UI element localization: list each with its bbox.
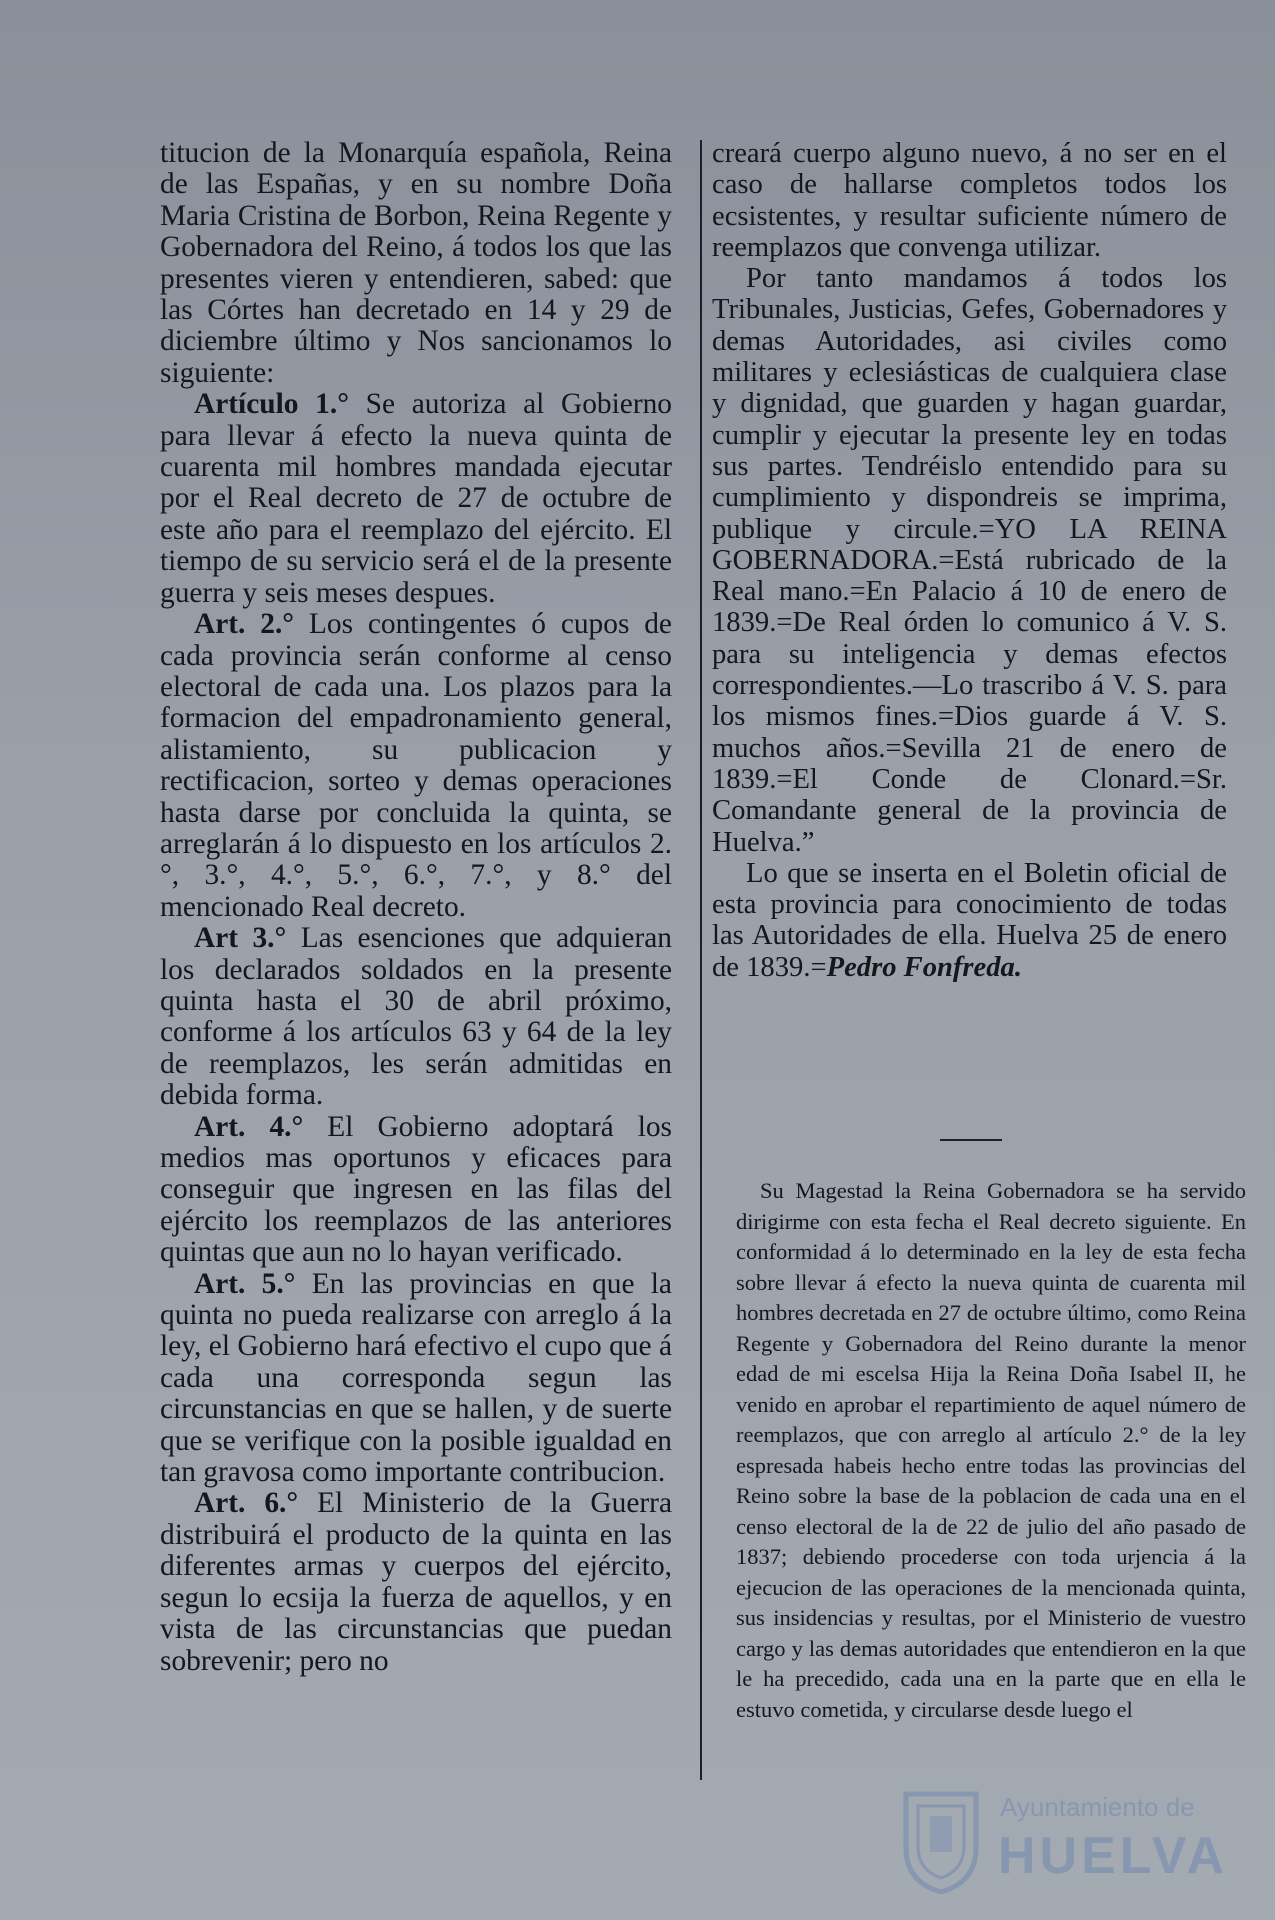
insertion-text: Lo que se inserta en el Boletin oficial de esta provincia para conocimiento de todas las Autoridades de ella. Huelva 25 de enero de 1839.= xyxy=(712,857,1227,983)
section-rule xyxy=(940,1139,1002,1141)
mandate-paragraph: Por tanto mandamos á todos los Tribunales, Justicias, Gefes, Gobernadores y demas Autoridades, asi civiles como militares y eclesiásticas de cualquiera clase y dignidad, que guarden y hagan guardar, cumplir y ejecutar la presente ley en todas sus partes. Tendréislo entendido para su cumplimiento y dispondreis se imprima, publique y circule.=YO LA REINA GOBERNADORA.=Está rubricado de la Real mano.=En Palacio á 10 de enero de 1839.=De Real órden lo comunico á V. S. para su inteligencia y demas efectos correspondientes.—Lo trascribo á V. S. para los mismos fines.=Dios guarde á V. S. muchos años.=Sevilla 21 de enero de 1839.=El Conde de Clonard.=Sr. Comandante general de la provincia de Huelva.” xyxy=(712,263,1227,858)
article-5 xyxy=(160,1269,672,1489)
right-column xyxy=(712,138,1227,983)
article-3-label: Art 3.° xyxy=(194,922,287,955)
article-2 xyxy=(160,609,672,923)
watermark-main-text: HUELVA xyxy=(998,1827,1229,1885)
article-4-text: El Gobierno adoptará los medios mas oportunos y eficaces para conseguir que ingresen en las filas del ejército los reemplazos de las anteriores quintas que aun no lo hayan verificado. xyxy=(160,1110,672,1269)
article-6-text: El Ministerio de la Guerra distribuirá el producto de la quinta en las diferentes armas y cuerpos del ejército, segun lo ecsija la fuerza de aquellos, y en vista de las circunstancias que puedan sobrevenir; pero no xyxy=(160,1487,672,1677)
continuation-paragraph: creará cuerpo alguno nuevo, á no ser en el caso de hallarse completos todos los ecsistentes, y resultar suficiente número de reemplazos que convenga utilizar. xyxy=(712,138,1227,263)
article-5-text: En las provincias en que la quinta no pueda realizarse con arreglo á la ley, el Gobierno hará efectivo el cupo que á cada una corresponda segun las circunstancias en que se hallen, y de suerte que se verifique con la posible igualdad en tan gravosa como importante contribucion. xyxy=(160,1267,672,1489)
article-2-label: Art. 2.° xyxy=(194,608,295,641)
coat-of-arms-icon xyxy=(900,1786,982,1896)
article-3 xyxy=(160,923,672,1111)
column-divider xyxy=(700,140,702,1780)
article-5-label: Art. 5.° xyxy=(194,1267,296,1300)
article-3-text: Las esenciones que adquieran los declarados soldados en la presente quinta hasta el 30 de abril próximo, conforme á los artículos 63 y 64 de la ley de reemplazos, les serán admitidas en debida forma. xyxy=(160,922,672,1112)
article-1-text: Se autoriza al Gobierno para llevar á efecto la nueva quinta de cuarenta mil hombres mandada ejecutar por el Real decreto de 27 de octubre de este año para el reemplazo del ejército. El tiempo de su servicio será el de la presente guerra y seis meses despues. xyxy=(160,388,672,609)
insertion-paragraph xyxy=(712,858,1227,983)
watermark-top-text: Ayuntamiento de xyxy=(1000,1792,1195,1822)
article-4 xyxy=(160,1112,672,1269)
article-1-label: Artículo 1.° xyxy=(194,388,349,421)
decree-section xyxy=(736,1176,1246,1725)
left-column xyxy=(160,138,672,1677)
watermark xyxy=(900,1786,1229,1896)
article-4-label: Art. 4.° xyxy=(194,1110,304,1143)
article-6-label: Art. 6.° xyxy=(194,1487,299,1520)
article-2-text: Los contingentes ó cupos de cada provincia serán conforme al censo electoral de cada una. Los plazos para la formacion del empadronamiento general, alistamiento, su publicacion y rectificacion, sorteo y demas operaciones hasta darse por concluida la quinta, se arreglarán á lo dispuesto en los artículos 2.°, 3.°, 4.°, 5.°, 6.°, 7.°, y 8.° del mencionado Real decreto. xyxy=(160,608,672,923)
decree-paragraph: Su Magestad la Reina Gobernadora se ha servido dirigirme con esta fecha el Real decreto siguiente. En conformidad á lo determinado en la ley de esta fecha sobre llevar á efecto la nueva quinta de cuarenta mil hombres decretada en 27 de octubre último, como Reina Regente y Gobernadora del Reino durante la menor edad de mi escelsa Hija la Reina Doña Isabel II, he venido en aprobar el repartimiento de aquel número de reemplazos, que con arreglo al artículo 2.° de la ley espresada habeis hecho entre todas las provincias del Reino sobre la base de la poblacion de cada una en el censo electoral de la de 22 de julio del año pasado de 1837; debiendo procederse con toda urjencia á la ejecucion de las operaciones de la mencionada quinta, sus insidencias y resultas, por el Ministerio de vuestro cargo y las demas autoridades que entendieron en la que le ha precedido, cada una en la parte que en ella le estuvo cometida, y circularse desde luego el xyxy=(736,1178,1246,1722)
article-1 xyxy=(160,389,672,609)
article-6 xyxy=(160,1488,672,1676)
signature: Pedro Fonfreda. xyxy=(826,951,1022,983)
intro-paragraph: titucion de la Monarquía española, Reina de las Españas, y en su nombre Doña Maria Cristina de Borbon, Reina Regente y Gobernadora del Reino, á todos los que las presentes vieren y entendieren, sabed: que las Córtes han decretado en 14 y 29 de diciembre último y Nos sancionamos lo siguiente: xyxy=(160,137,672,389)
